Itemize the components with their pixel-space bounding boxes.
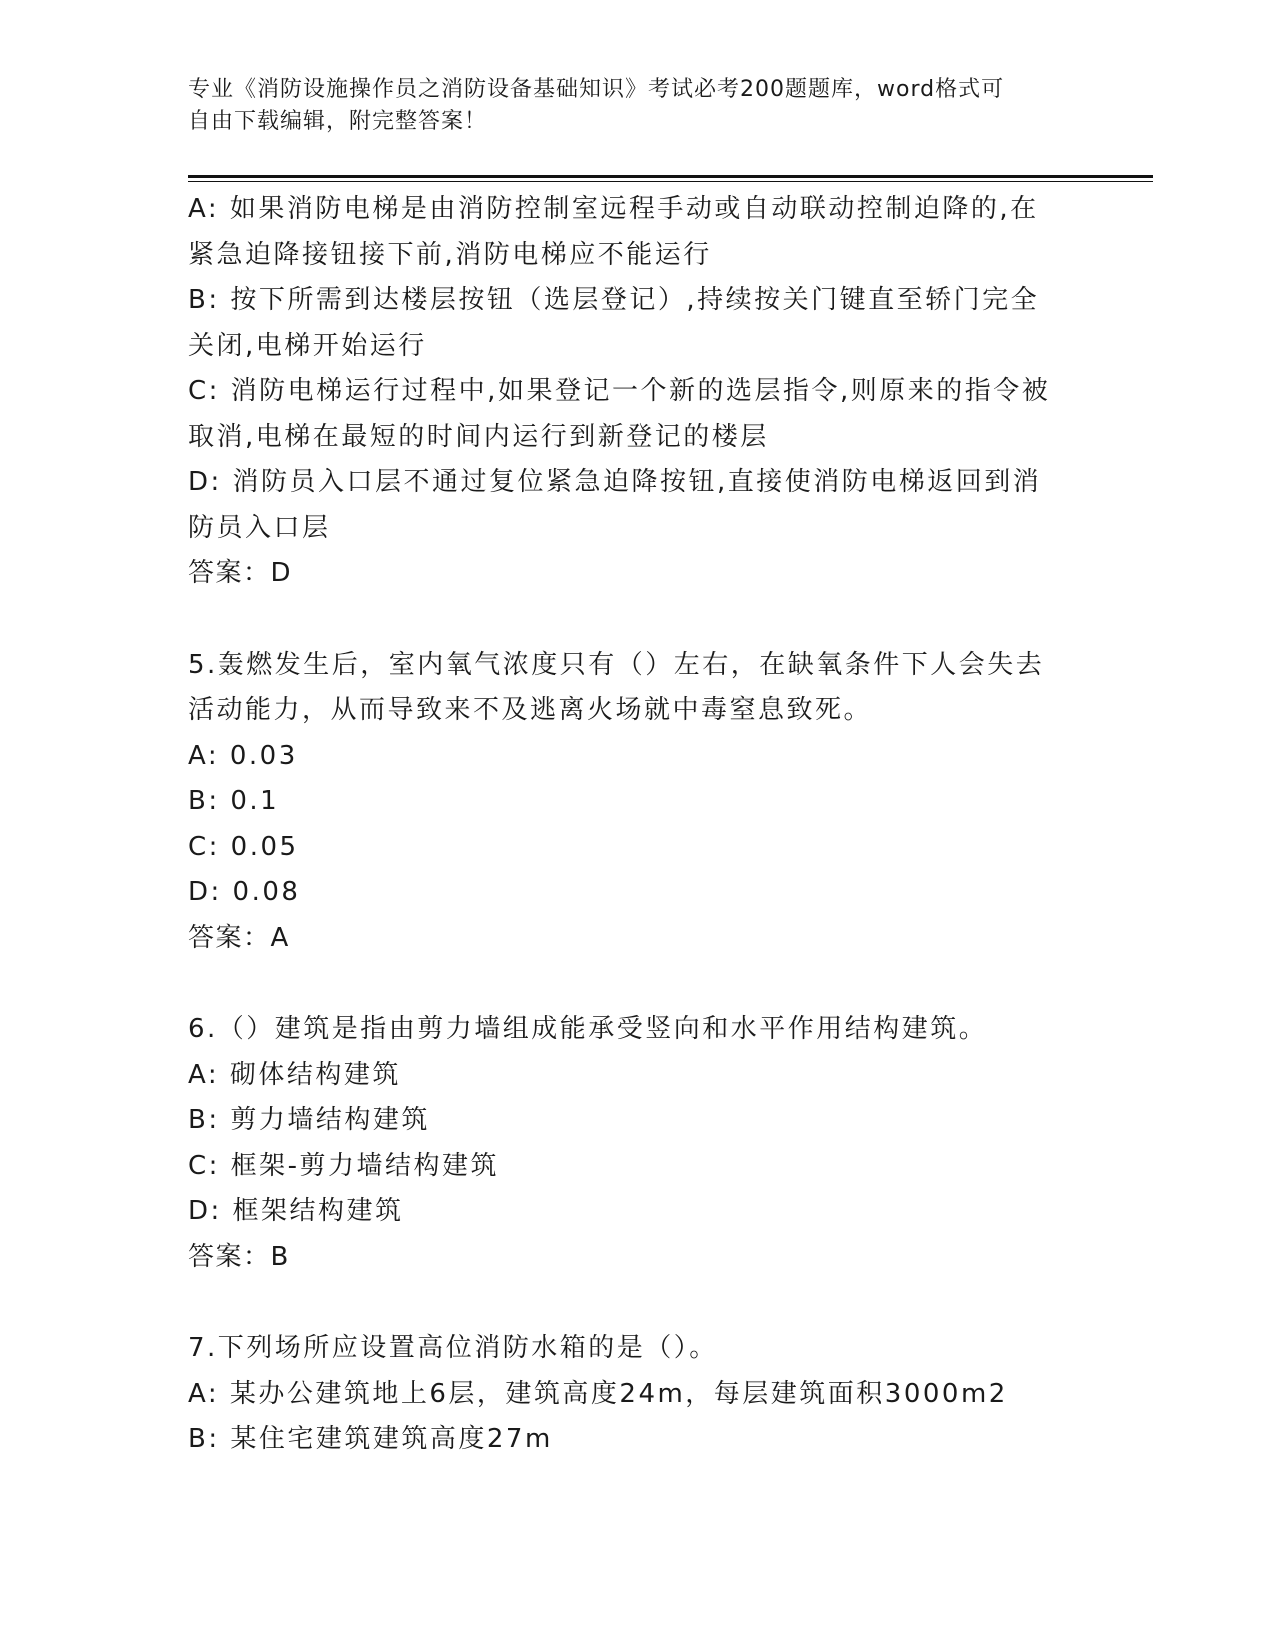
- q6-option-a: A: 砌体结构建筑: [188, 1059, 401, 1090]
- q4-answer: 答案：D: [188, 558, 293, 588]
- q7-question: 7.下列场所应设置高位消防水箱的是（）。: [188, 1333, 718, 1363]
- q4-option-d-line-2: 防员入口层: [188, 512, 331, 543]
- question-7-block: [188, 1326, 1088, 1463]
- header-title-line-1: 专业《消防设施操作员之消防设备基础知识》考试必考200题题库，word格式可: [188, 77, 1005, 102]
- q5-option-a: A: 0.03: [188, 740, 298, 771]
- q6-question: 6.（）建筑是指由剪力墙组成能承受竖向和水平作用结构建筑。: [188, 1014, 988, 1044]
- q4-option-c-line-2: 取消,电梯在最短的时间内运行到新登记的楼层: [188, 421, 769, 452]
- q7-option-a: A: 某办公建筑地上6层，建筑高度24m，每层建筑面积3000m2: [188, 1378, 1008, 1409]
- question-6-block: [188, 1007, 1088, 1280]
- q4-option-a-line-1: A: 如果消防电梯是由消防控制室远程手动或自动联动控制迫降的,在: [188, 194, 1039, 224]
- q5-option-d: D: 0.08: [188, 877, 301, 907]
- q5-option-b: B: 0.1: [188, 786, 280, 816]
- spacer: [188, 597, 1088, 643]
- q6-option-b: B: 剪力墙结构建筑: [188, 1105, 430, 1135]
- q5-question-line-1: 5.轰燃发生后，室内氧气浓度只有（）左右，在缺氧条件下人会失去: [188, 649, 1045, 680]
- header-title-line-2: 自由下载编辑，附完整答案！: [188, 109, 488, 134]
- q5-answer: 答案：A: [188, 922, 290, 953]
- q5-question-line-2: 活动能力，从而导致来不及逃离火场就中毒窒息致死。: [188, 695, 873, 725]
- q7-option-b: B: 某住宅建筑建筑高度27m: [188, 1424, 553, 1454]
- q6-answer: 答案：B: [188, 1241, 290, 1272]
- header-divider-thin: [188, 181, 1153, 182]
- spacer: [188, 1280, 1088, 1326]
- q6-option-c: C: 框架-剪力墙结构建筑: [188, 1150, 500, 1181]
- header-divider-thick: [188, 175, 1153, 178]
- q4-option-a-line-2: 紧急迫降接钮接下前,消防电梯应不能运行: [188, 239, 712, 270]
- q5-option-c: C: 0.05: [188, 831, 299, 862]
- q4-option-b-line-1: B: 按下所需到达楼层按钮（选层登记）,持续按关门键直至轿门完全: [188, 285, 1040, 315]
- question-list: [188, 187, 1088, 1463]
- q4-option-b-line-2: 关闭,电梯开始运行: [188, 330, 427, 361]
- q4-option-d-line-1: D: 消防员入口层不通过复位紧急迫降按钮,直接使消防电梯返回到消: [188, 467, 1042, 497]
- question-5-block: [188, 643, 1088, 962]
- q4-option-c-line-1: C: 消防电梯运行过程中,如果登记一个新的选层指令,则原来的指令被: [188, 376, 1051, 406]
- document-header: [188, 74, 1068, 138]
- q6-option-d: D: 框架结构建筑: [188, 1196, 404, 1226]
- spacer: [188, 961, 1088, 1007]
- question-4-block: [188, 187, 1088, 597]
